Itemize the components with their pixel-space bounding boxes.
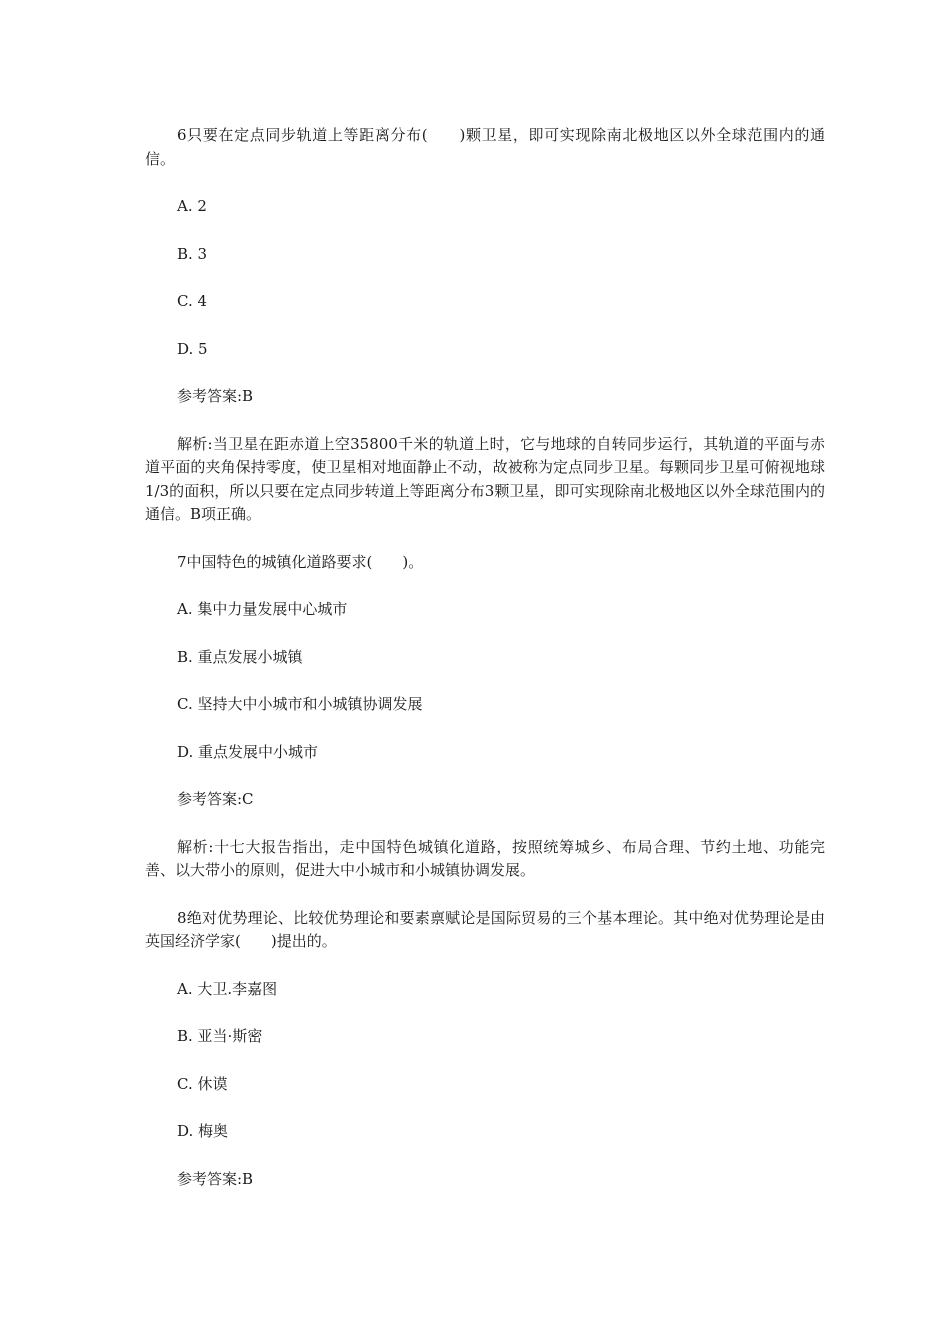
question-7-option-b: B. 重点发展小城镇 <box>177 647 303 666</box>
question-8-option-a: A. 大卫.李嘉图 <box>177 979 278 998</box>
document-content <box>145 124 825 1215</box>
question-6-option-d: D. 5 <box>177 339 208 358</box>
question-6-answer: 参考答案:B <box>177 387 254 405</box>
question-8-answer: 参考答案:B <box>177 1169 254 1188</box>
question-8-stem: 8绝对优势理论、比较优势理论和要素禀赋论是国际贸易的三个基本理论。其中绝对优势理论是由英国经济学家( )提出的。 <box>145 908 825 950</box>
question-6-analysis: 解析:当卫星在距赤道上空35800千米的轨道上时，它与地球的自转同步运行，其轨道的平面与赤道平面的夹角保持零度，使卫星相对地面静止不动，故被称为定点同步卫星。每颗同步卫星可俯视地球1/3的面积，所以只要在定点同步转道上等距离分布3颗卫星，即可实现除南北极地区以外全球范围内的通信。B项正确。 <box>145 434 825 523</box>
question-7-answer: 参考答案:C <box>177 790 254 808</box>
question-6-option-a: A. 2 <box>177 197 207 215</box>
question-6-option-b: B. 3 <box>177 244 208 263</box>
question-6-option-c: C. 4 <box>177 292 208 310</box>
question-8-option-c: C. 休谟 <box>177 1074 228 1093</box>
question-7-option-a: A. 集中力量发展中心城市 <box>177 600 348 618</box>
question-7-option-c: C. 坚持大中小城市和小城镇协调发展 <box>177 695 423 713</box>
question-6-stem: 6只要在定点同步轨道上等距离分布( )颗卫星，即可实现除南北极地区以外全球范围内的通信。 <box>145 126 825 168</box>
question-7-analysis: 解析:十七大报告指出，走中国特色城镇化道路，按照统筹城乡、布局合理、节约土地、功能完善、以大带小的原则，促进大中小城市和小城镇协调发展。 <box>145 837 825 879</box>
question-7-stem: 7中国特色的城镇化道路要求( )。 <box>177 552 424 571</box>
question-7-option-d: D. 重点发展中小城市 <box>177 742 319 761</box>
question-8-option-d: D. 梅奥 <box>177 1122 229 1140</box>
question-8-option-b: B. 亚当·斯密 <box>177 1027 263 1045</box>
